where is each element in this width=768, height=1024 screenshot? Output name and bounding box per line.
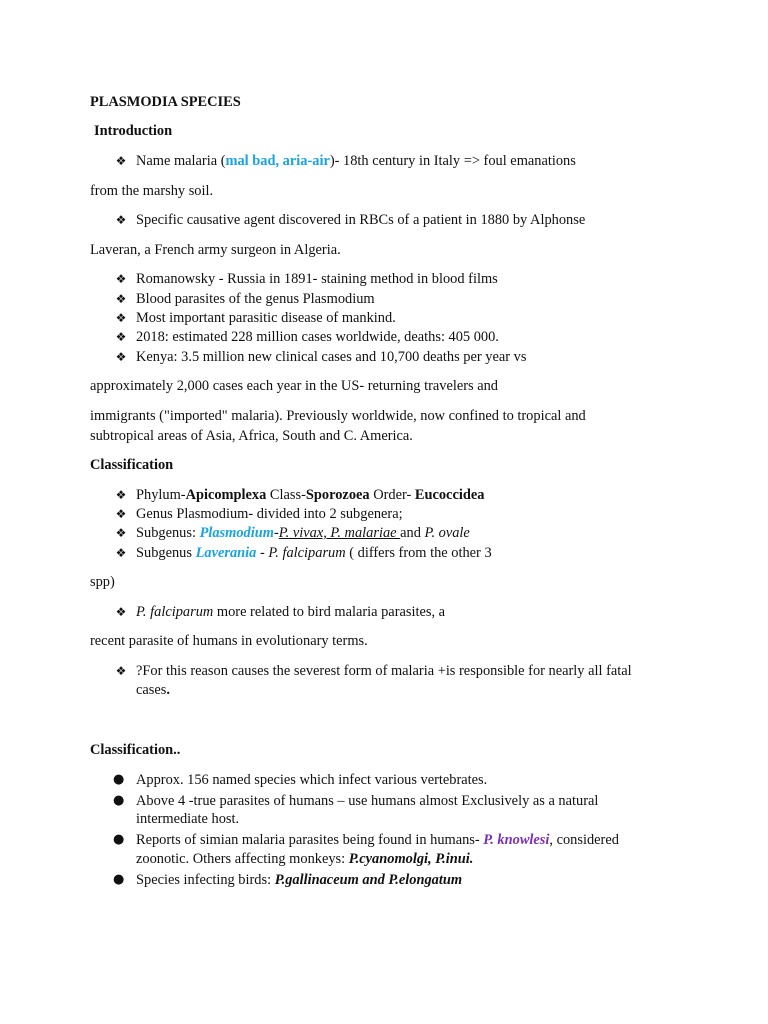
classification-subgenus-laverania-continuation: spp)	[90, 574, 115, 590]
diamond-bullet-icon: ❖	[115, 546, 127, 560]
classification2-heading: Classification..	[90, 742, 181, 758]
classification2-bullet-3: Reports of simian malaria parasites being found in humans- P. knowlesi, considered	[136, 832, 619, 848]
intro-item-3: Romanowsky - Russia in 1891- staining method in blood films	[136, 271, 498, 287]
intro-item-2: Specific causative agent discovered in RBCs of a patient in 1880 by Alphonse	[136, 212, 586, 228]
page-title: PLASMODIA SPECIES	[90, 94, 241, 110]
intro-item-7-continuation-2: immigrants ("imported" malaria). Previously worldwide, now confined to tropical and	[90, 408, 586, 424]
classification2-bullet-4: Species infecting birds: P.gallinaceum and P.elongatum	[136, 872, 463, 888]
intro-heading: Introduction	[94, 123, 173, 139]
classification-genus: Genus Plasmodium- divided into 2 subgenera;	[136, 506, 403, 522]
classification2-bullet-1: Approx. 156 named species which infect various vertebrates.	[136, 772, 488, 788]
classification-heading: Classification	[90, 457, 174, 473]
classification-phylum: Phylum-Apicomplexa Class-Sporozoea Order- Eucoccidea	[136, 487, 485, 503]
round-bullet-icon: ●	[113, 832, 125, 847]
classification-subgenus-laverania: Subgenus Laverania - P. falciparum ( differs from the other 3	[136, 545, 492, 561]
round-bullet-icon: ●	[113, 872, 125, 887]
round-bullet-icon: ●	[113, 793, 125, 808]
classification-reason: ?For this reason causes the severest form of malaria +is responsible for nearly all fatal	[136, 663, 632, 679]
intro-item-6: 2018: estimated 228 million cases worldwide, deaths: 405 000.	[136, 329, 499, 345]
intro-item-7: Kenya: 3.5 million new clinical cases and 10,700 deaths per year vs	[136, 349, 527, 365]
intro-item-4: Blood parasites of the genus Plasmodium	[136, 291, 375, 307]
classification2-bullet-2: Above 4 -true parasites of humans – use humans almost Exclusively as a natural	[136, 793, 599, 809]
diamond-bullet-icon: ❖	[115, 311, 127, 325]
diamond-bullet-icon: ❖	[115, 213, 127, 227]
diamond-bullet-icon: ❖	[115, 488, 127, 502]
diamond-bullet-icon: ❖	[115, 605, 127, 619]
classification-subgenus-plasmodium: Subgenus: Plasmodium-P. vivax, P. malariae and P. ovale	[136, 525, 470, 541]
round-bullet-icon: ●	[113, 772, 125, 787]
diamond-bullet-icon: ❖	[115, 507, 127, 521]
diamond-bullet-icon: ❖	[115, 292, 127, 306]
classification-falciparum-continuation: recent parasite of humans in evolutionary terms.	[90, 633, 368, 649]
diamond-bullet-icon: ❖	[115, 330, 127, 344]
intro-item-7-continuation-1: approximately 2,000 cases each year in the US- returning travelers and	[90, 378, 498, 394]
intro-item-5: Most important parasitic disease of mankind.	[136, 310, 396, 326]
intro-item-7-continuation-3: subtropical areas of Asia, Africa, South and C. America.	[90, 428, 413, 444]
diamond-bullet-icon: ❖	[115, 664, 127, 678]
classification2-bullet-2-continuation: intermediate host.	[136, 811, 240, 827]
etymology-highlight: mal bad, aria-air	[225, 153, 330, 169]
diamond-bullet-icon: ❖	[115, 350, 127, 364]
classification2-bullet-3-continuation: zoonotic. Others affecting monkeys: P.cyanomolgi, P.inui.	[136, 851, 474, 867]
intro-item-2-continuation: Laveran, a French army surgeon in Algeria.	[90, 242, 341, 258]
intro-item-1: Name malaria (mal bad, aria-air)- 18th century in Italy => foul emanations	[136, 153, 576, 169]
classification-falciparum: P. falciparum more related to bird malaria parasites, a	[136, 604, 446, 620]
diamond-bullet-icon: ❖	[115, 272, 127, 286]
classification-reason-continuation: cases.	[136, 682, 170, 698]
diamond-bullet-icon: ❖	[115, 526, 127, 540]
diamond-bullet-icon: ❖	[115, 154, 127, 168]
intro-item-1-continuation: from the marshy soil.	[90, 183, 214, 199]
